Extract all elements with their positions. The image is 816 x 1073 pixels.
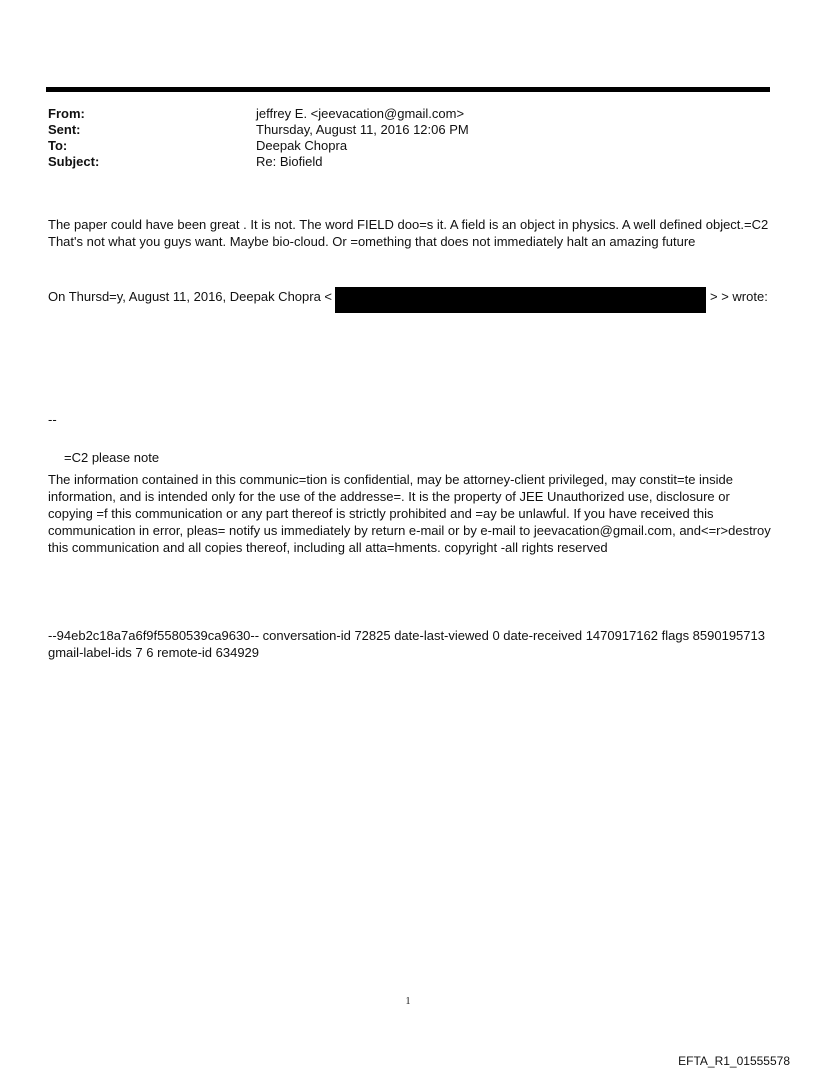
signature-separator: -- [48,412,57,427]
subject-row [48,154,748,170]
sent-row [48,122,748,138]
from-value: jeffrey E. <jeevacation@gmail.com> [256,106,465,121]
from-row [48,106,748,122]
redaction-box [335,287,706,313]
quote-attribution-suffix: > > wrote: [710,289,768,304]
to-value: Deepak Chopra [256,138,348,153]
subject-value: Re: Biofield [256,154,323,169]
confidentiality-notice: The information contained in this communic=tion is confidential, may be attorney-client privileged, may constit=te inside information, and is intended only for the use of the addresse=. It is the property of JEE Unauthorized use, disclosure or copying =f this communication or any part thereof is strictly prohibited and =ay be unlawful. If you have received this communication in error, pleas= notify us immediately by return e-mail or by e-mail to jeevacation@gmail.com, and<=r>destroy this communication and all copies thereof, including all atta=hments. copyright -all rights reserved [48,472,771,555]
email-header [48,106,748,170]
sent-value: Thursday, August 11, 2016 12:06 PM [256,122,469,137]
subject-label: Subject: [48,154,100,169]
quote-attribution: On Thursd=y, August 11, 2016, Deepak Chopra < [48,289,333,304]
please-note: =C2 please note [64,450,160,465]
bates-stamp: EFTA_R1_01555578 [678,1054,790,1068]
header-rule [46,87,770,92]
to-row [48,138,748,154]
sent-label: Sent: [48,122,81,137]
message-metadata: --94eb2c18a7a6f9f5580539ca9630-- conversation-id 72825 date-last-viewed 0 date-received 1470917162 flags 8590195713 gmail-label-ids 7 6 remote-id 634929 [48,628,765,660]
body-paragraph: The paper could have been great . It is not. The word FIELD doo=s it. A field is an object in physics. A well defined object.=C2 That's not what you guys want. Maybe bio-cloud. Or =omething that does not immediately halt an amazing future [48,217,769,249]
to-label: To: [48,138,68,153]
page-number: 1 [405,996,411,1007]
from-label: From: [48,106,85,121]
